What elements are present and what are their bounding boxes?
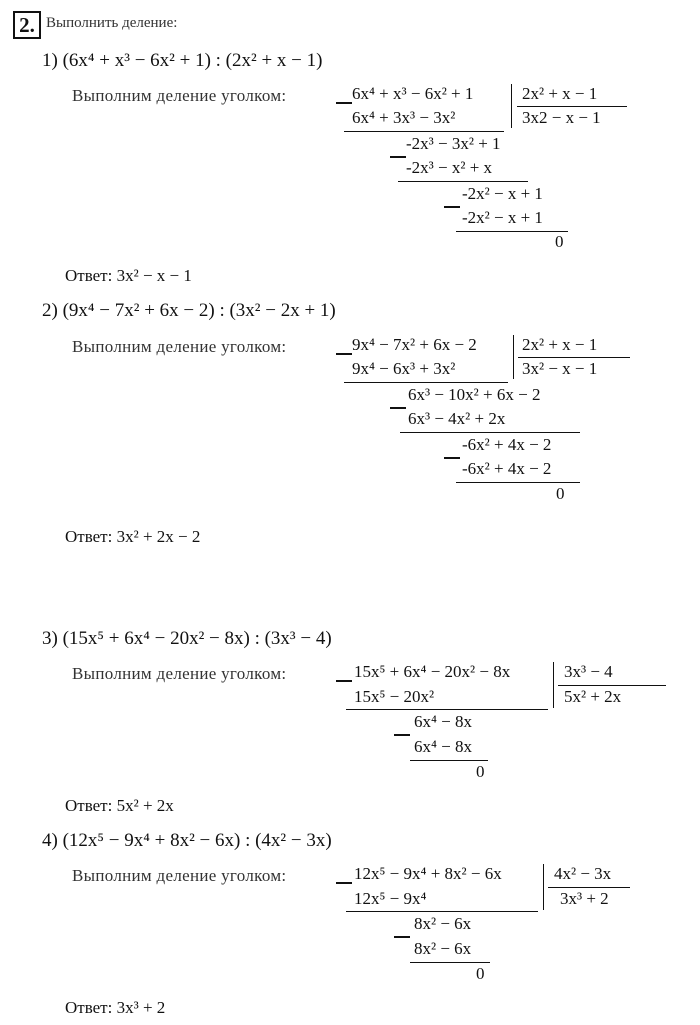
divisor-underline [517,106,627,107]
problem-2-expression: 2) (9x⁴ − 7x² + 6x − 2) : (3x² − 2x + 1) [42,300,336,321]
problem-1-label: Выполним деление уголком: [72,86,287,105]
problem-4-label: Выполним деление уголком: [72,866,287,885]
problem-1-step-4: -2x² − x + 1 [462,184,543,203]
problem-1-quotient: 3x2 − x − 1 [522,108,601,127]
exercise-number: 2. [13,11,41,39]
problem-4-answer: Ответ: 3x³ + 2 [65,998,166,1017]
problem-4-step-2: 8x² − 6x [414,914,472,933]
problem-1-step-3: -2x³ − x² + x [406,158,493,177]
problem-1-remainder: 0 [555,232,564,251]
problem-3-dividend: 15x⁵ + 6x⁴ − 20x² − 8x [354,662,511,681]
problem-3-quotient: 5x² + 2x [564,687,622,706]
problem-3-label: Выполним деление уголком: [72,664,287,683]
step-underline [456,482,580,483]
problem-2-step-2: 6x³ − 10x² + 6x − 2 [408,385,541,404]
step-underline [344,382,508,383]
minus-sign [336,882,352,884]
minus-sign [336,102,352,104]
problem-1-answer: Ответ: 3x² − x − 1 [65,266,192,285]
division-bar [513,335,514,379]
problem-2-label: Выполним деление уголком: [72,337,287,356]
minus-sign [444,457,460,459]
problem-2-remainder: 0 [556,484,565,503]
step-underline [456,231,568,232]
divisor-underline [518,357,630,358]
step-underline [398,181,528,182]
problem-3-remainder: 0 [476,762,485,781]
problem-1-expression: 1) (6x⁴ + x³ − 6x² + 1) : (2x² + x − 1) [42,50,323,71]
problem-2-dividend: 9x⁴ − 7x² + 6x − 2 [352,335,477,354]
step-underline [410,760,488,761]
problem-3-answer: Ответ: 5x² + 2x [65,796,174,815]
step-underline [346,709,548,710]
problem-1-step-5: -2x² − x + 1 [462,208,543,227]
divisor-underline [558,685,666,686]
minus-sign [390,156,406,158]
step-underline [346,911,538,912]
problem-4-remainder: 0 [476,964,485,983]
problem-3-step-3: 6x⁴ − 8x [414,737,473,756]
problem-1-divisor: 2x² + x − 1 [522,84,598,103]
exercise-title: Выполнить деление: [46,15,178,31]
problem-1-step-1: 6x⁴ + 3x³ − 3x² [352,108,456,127]
problem-2-answer: Ответ: 3x² + 2x − 2 [65,527,201,546]
problem-4-dividend: 12x⁵ − 9x⁴ + 8x² − 6x [354,864,502,883]
problem-2-step-1: 9x⁴ − 6x³ + 3x² [352,359,456,378]
problem-1-step-2: -2x³ − 3x² + 1 [406,134,501,153]
problem-4-step-1: 12x⁵ − 9x⁴ [354,889,427,908]
problem-2-step-5: -6x² + 4x − 2 [462,459,552,478]
minus-sign [444,206,460,208]
minus-sign [390,407,406,409]
minus-sign [394,734,410,736]
problem-4-quotient: 3x³ + 2 [560,889,609,908]
problem-4-expression: 4) (12x⁵ − 9x⁴ + 8x² − 6x) : (4x² − 3x) [42,830,332,851]
problem-3-expression: 3) (15x⁵ + 6x⁴ − 20x² − 8x) : (3x³ − 4) [42,628,332,649]
division-bar [543,864,544,910]
step-underline [400,432,580,433]
problem-2-step-3: 6x³ − 4x² + 2x [408,409,506,428]
divisor-underline [548,887,630,888]
problem-3-step-2: 6x⁴ − 8x [414,712,473,731]
problem-2-divisor: 2x² + x − 1 [522,335,598,354]
problem-3-divisor: 3x³ − 4 [564,662,613,681]
step-underline [410,962,490,963]
problem-1-dividend: 6x⁴ + x³ − 6x² + 1 [352,84,474,103]
minus-sign [336,680,352,682]
problem-4-step-3: 8x² − 6x [414,939,472,958]
problem-4-divisor: 4x² − 3x [554,864,612,883]
problem-2-step-4: -6x² + 4x − 2 [462,435,552,454]
division-bar [511,84,512,128]
step-underline [344,131,504,132]
minus-sign [394,936,410,938]
problem-2-quotient: 3x² − x − 1 [522,359,598,378]
minus-sign [336,353,352,355]
division-bar [553,662,554,708]
problem-3-step-1: 15x⁵ − 20x² [354,687,435,706]
